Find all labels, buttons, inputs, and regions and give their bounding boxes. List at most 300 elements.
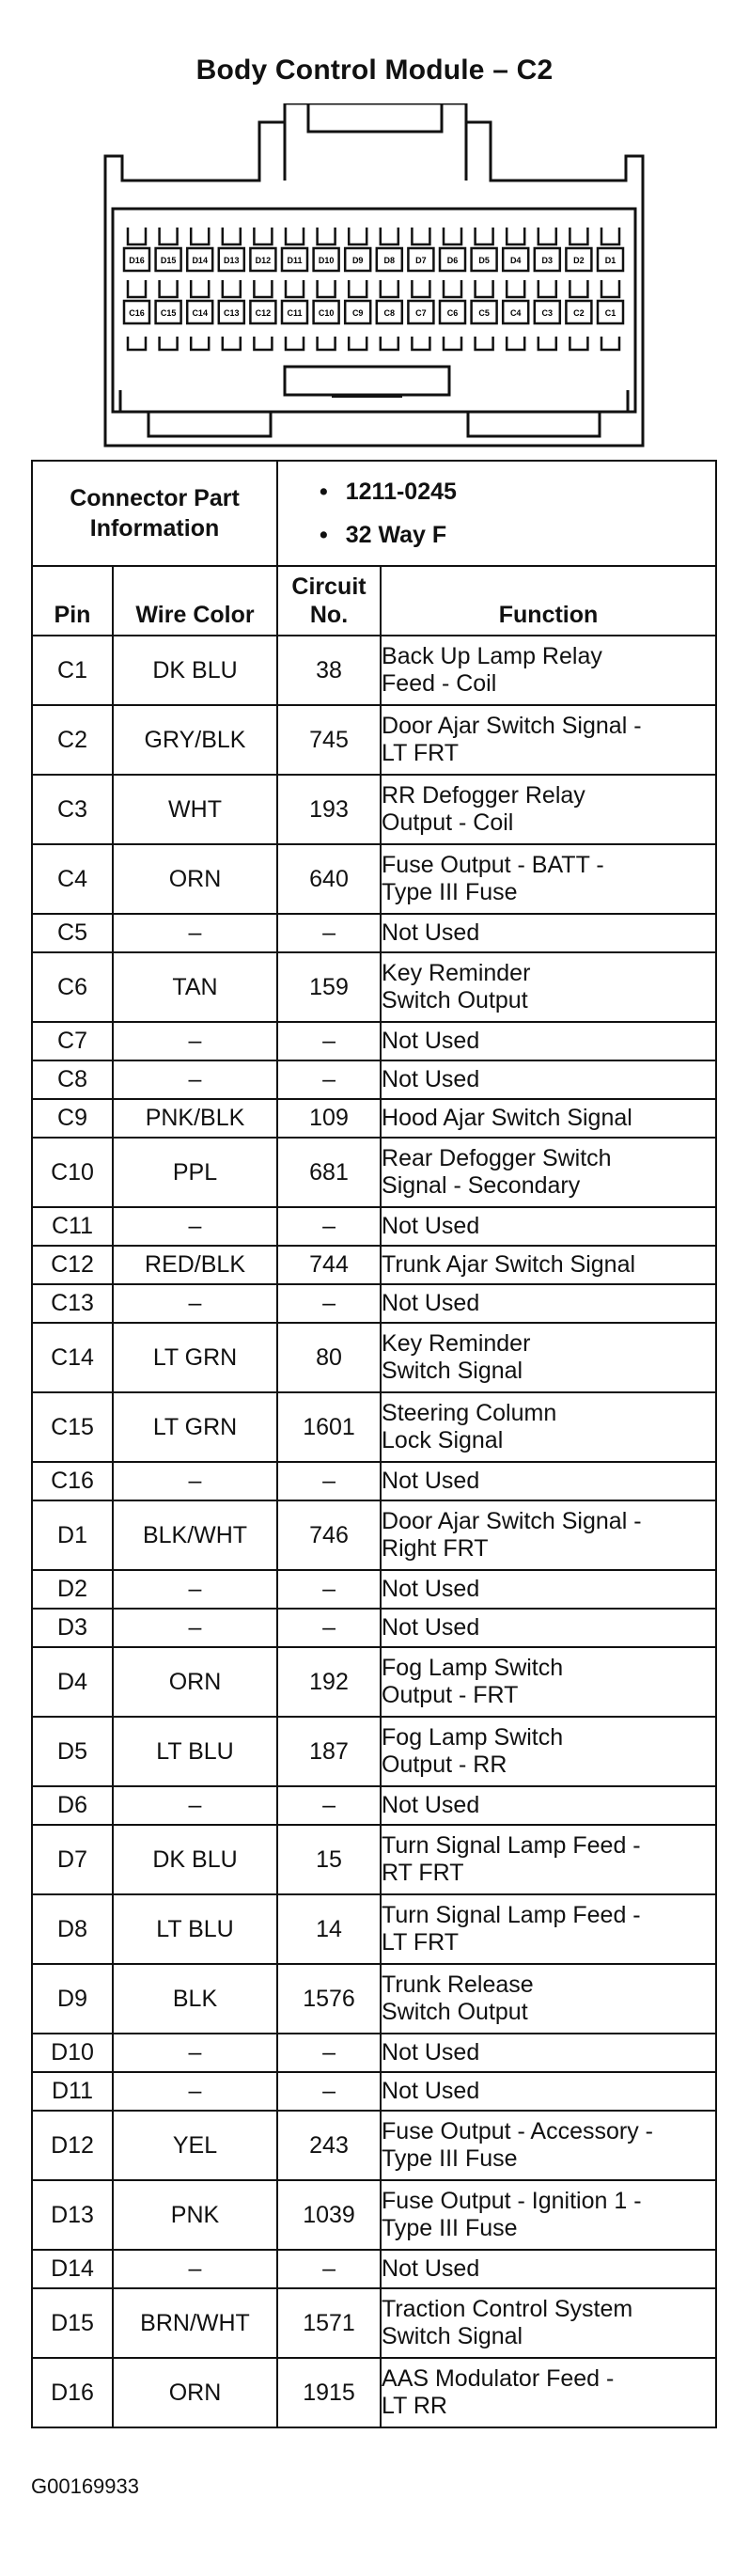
function-cell [381, 2288, 716, 2358]
function-line: Not Used [382, 1468, 480, 1494]
terminal-tab [223, 228, 241, 244]
pin-cell: C12 [32, 1246, 113, 1284]
pin-cell: D8 [32, 1894, 113, 1964]
terminal-tab [286, 337, 304, 350]
wire-color-cell: LT BLU [113, 1894, 277, 1964]
cavity-label: D11 [287, 256, 303, 265]
function-line: Fuse Output - Accessory - [382, 2118, 654, 2144]
function-line: Switch Signal [382, 1358, 523, 1384]
function-cell [381, 1284, 716, 1323]
terminal-tab [538, 280, 556, 297]
table-row [32, 1284, 716, 1323]
cavity-label: C5 [478, 308, 490, 318]
table-row [32, 2034, 716, 2072]
wire-color-cell: YEL [113, 2111, 277, 2180]
pin-cell: D1 [32, 1500, 113, 1570]
function-line: Rear Defogger Switch [382, 1145, 612, 1171]
figure-id: G00169933 [31, 2474, 139, 2498]
table-row [32, 775, 716, 844]
terminal-tab [160, 337, 178, 350]
circuit-cell: 193 [277, 775, 381, 844]
table-row [32, 1825, 716, 1894]
function-line: Feed - Coil [382, 670, 497, 697]
function-cell [381, 1138, 716, 1207]
terminal-tab [476, 337, 493, 350]
bullet: • [320, 479, 328, 505]
wire-color-cell: – [113, 1060, 277, 1099]
table-row [32, 844, 716, 914]
cavity-label: C15 [160, 308, 177, 318]
table-row [32, 2072, 716, 2111]
circuit-cell: 14 [277, 1894, 381, 1964]
table-row [32, 1647, 716, 1717]
wire-color-cell: – [113, 1570, 277, 1609]
cavity-label: D3 [541, 256, 554, 265]
terminal-tab [318, 228, 335, 244]
function-cell [381, 2180, 716, 2250]
pin-cell: D15 [32, 2288, 113, 2358]
terminal-tab [223, 280, 241, 297]
circuit-cell: 80 [277, 1323, 381, 1392]
function-cell [381, 1647, 716, 1717]
circuit-cell: – [277, 1022, 381, 1060]
function-line: Type III Fuse [382, 879, 518, 905]
col-header-circuit-line2: No. [309, 602, 349, 628]
wire-color-cell: – [113, 1022, 277, 1060]
table-row [32, 1609, 716, 1647]
terminal-tab [254, 280, 272, 297]
terminal-tab [128, 337, 146, 350]
function-line: Switch Output [382, 1999, 528, 2025]
terminal-tab [570, 337, 587, 350]
function-cell [381, 1462, 716, 1500]
terminal-tab [254, 337, 272, 350]
table-row [32, 1323, 716, 1392]
function-line: LT FRT [382, 740, 459, 766]
function-cell [381, 2111, 716, 2180]
header-row [32, 566, 716, 636]
circuit-cell: 243 [277, 2111, 381, 2180]
terminal-tab [160, 228, 178, 244]
terminal-tab [412, 337, 429, 350]
function-line: Not Used [382, 919, 480, 946]
wire-color-cell: BLK [113, 1964, 277, 2034]
function-line: Door Ajar Switch Signal - [382, 713, 642, 739]
col-header-pin: Pin [32, 566, 113, 636]
pin-cell: C3 [32, 775, 113, 844]
cavity-label: C9 [351, 308, 364, 318]
cavity-label: D8 [383, 256, 396, 265]
circuit-cell: 1915 [277, 2358, 381, 2427]
col-header-function: Function [381, 566, 716, 636]
function-line: Not Used [382, 2255, 480, 2282]
function-cell [381, 2072, 716, 2111]
terminal-tab [318, 337, 335, 350]
function-line: Right FRT [382, 1535, 489, 1562]
col-header-wire-color: Wire Color [113, 566, 277, 636]
function-cell [381, 1786, 716, 1825]
pinout-table [31, 460, 717, 2428]
connector-part-info-values [277, 461, 716, 566]
table-row [32, 914, 716, 952]
function-line: Steering Column [382, 1400, 557, 1426]
terminal-tab [507, 280, 524, 297]
function-cell [381, 2250, 716, 2288]
cavity-label: D2 [573, 256, 585, 265]
cavity-label: C6 [446, 308, 459, 318]
wire-color-cell: PNK [113, 2180, 277, 2250]
terminal-tab [476, 280, 493, 297]
pin-cell: D4 [32, 1647, 113, 1717]
wire-color-cell: DK BLU [113, 636, 277, 705]
pin-row-d [124, 228, 623, 271]
wire-color-cell: – [113, 2034, 277, 2072]
table-row [32, 1060, 716, 1099]
function-line: Signal - Secondary [382, 1172, 581, 1199]
circuit-cell: – [277, 1609, 381, 1647]
function-line: RT FRT [382, 1860, 464, 1886]
function-line: Not Used [382, 1028, 480, 1054]
wire-color-cell: – [113, 1462, 277, 1500]
function-line: Turn Signal Lamp Feed - [382, 1902, 641, 1928]
function-cell [381, 1323, 716, 1392]
connector-part-info-label [32, 461, 277, 566]
cavity-label: D9 [351, 256, 364, 265]
wire-color-cell: BLK/WHT [113, 1500, 277, 1570]
pin-cell: D16 [32, 2358, 113, 2427]
function-cell [381, 844, 716, 914]
wire-color-cell: – [113, 914, 277, 952]
function-line: Trunk Ajar Switch Signal [382, 1251, 636, 1278]
terminal-tab [476, 228, 493, 244]
table-row [32, 1894, 716, 1964]
wire-color-cell: – [113, 1207, 277, 1246]
terminal-tab [412, 228, 429, 244]
page-title: Body Control Module – C2 [195, 55, 554, 86]
function-cell [381, 1246, 716, 1284]
cavity-label: C16 [129, 308, 145, 318]
pin-cell: D13 [32, 2180, 113, 2250]
pin-cell: C15 [32, 1392, 113, 1462]
cavity-label: D7 [415, 256, 427, 265]
function-cell [381, 1964, 716, 2034]
table-row [32, 1500, 716, 1570]
terminal-tab [381, 280, 398, 297]
cavity-label: C10 [318, 308, 335, 318]
wire-color-cell: BRN/WHT [113, 2288, 277, 2358]
circuit-cell: 1601 [277, 1392, 381, 1462]
function-line: Not Used [382, 2078, 480, 2104]
pin-cell: C9 [32, 1099, 113, 1138]
function-line: LT FRT [382, 1929, 459, 1956]
terminal-tab [349, 280, 367, 297]
circuit-cell: – [277, 1284, 381, 1323]
wire-color-cell: PNK/BLK [113, 1099, 277, 1138]
function-cell [381, 952, 716, 1022]
terminal-tab [570, 228, 587, 244]
function-cell [381, 914, 716, 952]
circuit-cell: 38 [277, 636, 381, 705]
circuit-cell: 187 [277, 1717, 381, 1786]
function-line: Turn Signal Lamp Feed - [382, 1832, 641, 1859]
connector-part-info-text: Connector Part Information [70, 485, 240, 542]
cavity-label: C14 [192, 308, 208, 318]
cavity-label: D16 [129, 256, 145, 265]
terminal-tab [254, 228, 272, 244]
function-cell [381, 705, 716, 775]
table-row [32, 1207, 716, 1246]
function-cell [381, 1392, 716, 1462]
table-row [32, 1717, 716, 1786]
function-line: Switch Signal [382, 2323, 523, 2349]
circuit-cell: 159 [277, 952, 381, 1022]
function-line: Output - RR [382, 1751, 507, 1778]
cavity-label: D5 [478, 256, 490, 265]
cavity-label: D6 [446, 256, 459, 265]
connector-info-row [32, 461, 716, 566]
wire-color-cell: GRY/BLK [113, 705, 277, 775]
table-row [32, 2288, 716, 2358]
wire-color-cell: – [113, 2072, 277, 2111]
function-line: Not Used [382, 1290, 480, 1316]
circuit-cell: – [277, 1207, 381, 1246]
wire-color-cell: TAN [113, 952, 277, 1022]
cavity-label: D12 [255, 256, 272, 265]
col-header-circuit [277, 566, 381, 636]
pin-cell: C11 [32, 1207, 113, 1246]
table-row [32, 1099, 716, 1138]
connector-type: 32 Way F [345, 522, 447, 548]
circuit-cell: 1571 [277, 2288, 381, 2358]
cavity-label: C8 [383, 308, 396, 318]
terminal-tab [507, 337, 524, 350]
cavity-label: C1 [604, 308, 616, 318]
terminal-tab [444, 337, 461, 350]
function-cell [381, 1099, 716, 1138]
function-line: Switch Output [382, 987, 528, 1013]
terminal-tab [601, 280, 619, 297]
cavity-label: C12 [255, 308, 272, 318]
circuit-cell: 109 [277, 1099, 381, 1138]
terminal-tab [318, 280, 335, 297]
cavity-label: D13 [224, 256, 240, 265]
table-row [32, 1392, 716, 1462]
wire-color-cell: – [113, 1284, 277, 1323]
function-cell [381, 2034, 716, 2072]
circuit-cell: 746 [277, 1500, 381, 1570]
circuit-cell: – [277, 1570, 381, 1609]
table-row [32, 2180, 716, 2250]
pin-cell: D9 [32, 1964, 113, 2034]
terminal-tab [381, 337, 398, 350]
pin-cell: D3 [32, 1609, 113, 1647]
cavity-label: D1 [604, 256, 616, 265]
terminal-tab [444, 280, 461, 297]
function-line: Type III Fuse [382, 2215, 518, 2241]
terminal-tab [538, 337, 556, 350]
terminal-tab [601, 228, 619, 244]
function-cell [381, 1609, 716, 1647]
cavity-label: C7 [415, 308, 427, 318]
pin-cell: D2 [32, 1570, 113, 1609]
table-row [32, 1570, 716, 1609]
terminal-tab [191, 228, 209, 244]
wire-color-cell: – [113, 1786, 277, 1825]
pin-cell: D5 [32, 1717, 113, 1786]
circuit-cell: – [277, 1462, 381, 1500]
circuit-cell: 1039 [277, 2180, 381, 2250]
function-line: Output - Coil [382, 809, 514, 836]
pin-cell: C13 [32, 1284, 113, 1323]
wire-color-cell: DK BLU [113, 1825, 277, 1894]
pin-cell: C4 [32, 844, 113, 914]
circuit-cell: 681 [277, 1138, 381, 1207]
bullet: • [320, 522, 328, 548]
pin-cell: C14 [32, 1323, 113, 1392]
function-cell [381, 2358, 716, 2427]
function-line: Not Used [382, 1614, 480, 1641]
function-cell [381, 1570, 716, 1609]
function-line: LT RR [382, 2393, 447, 2419]
terminal-tab [191, 337, 209, 350]
function-cell [381, 1207, 716, 1246]
function-line: Fuse Output - BATT - [382, 852, 604, 878]
circuit-cell: – [277, 1786, 381, 1825]
function-line: Type III Fuse [382, 2145, 518, 2172]
function-line: Hood Ajar Switch Signal [382, 1105, 632, 1131]
part-number: 1211-0245 [345, 479, 457, 505]
terminal-tab [538, 228, 556, 244]
pin-cell: C5 [32, 914, 113, 952]
circuit-cell: 745 [277, 705, 381, 775]
wire-color-cell: ORN [113, 2358, 277, 2427]
table-row [32, 952, 716, 1022]
pin-cell: D11 [32, 2072, 113, 2111]
circuit-cell: – [277, 2250, 381, 2288]
circuit-cell: – [277, 1060, 381, 1099]
pin-cell: C8 [32, 1060, 113, 1099]
terminal-tab [381, 228, 398, 244]
col-header-circuit-line1: Circuit [291, 573, 367, 600]
function-line: Key Reminder [382, 960, 531, 986]
function-line: Door Ajar Switch Signal - [382, 1508, 642, 1534]
terminal-tab [349, 228, 367, 244]
pin-cell: C6 [32, 952, 113, 1022]
terminal-tab [286, 228, 304, 244]
function-line: Output - FRT [382, 1682, 519, 1708]
function-line: Fog Lamp Switch [382, 1655, 564, 1681]
pin-cell: C10 [32, 1138, 113, 1207]
circuit-cell: – [277, 2034, 381, 2072]
cavity-label: C4 [509, 308, 522, 318]
terminal-tab [444, 228, 461, 244]
cavity-label: D4 [509, 256, 522, 265]
function-cell [381, 775, 716, 844]
function-line: Key Reminder [382, 1330, 531, 1357]
connector-diagram [92, 103, 656, 453]
terminal-tab [128, 228, 146, 244]
wire-color-cell: ORN [113, 1647, 277, 1717]
wire-color-cell: LT GRN [113, 1323, 277, 1392]
function-line: Not Used [382, 1213, 480, 1239]
cavity-label: D10 [318, 256, 335, 265]
terminal-tab [570, 280, 587, 297]
function-cell [381, 1500, 716, 1570]
pin-cell: D10 [32, 2034, 113, 2072]
wire-color-cell: RED/BLK [113, 1246, 277, 1284]
terminal-tab [223, 337, 241, 350]
circuit-cell: 640 [277, 844, 381, 914]
cavity-label: C3 [541, 308, 554, 318]
terminal-tab [286, 280, 304, 297]
table-row [32, 1138, 716, 1207]
function-line: Not Used [382, 1792, 480, 1818]
function-line: Not Used [382, 2039, 480, 2066]
pin-cell: C16 [32, 1462, 113, 1500]
pin-cell: C1 [32, 636, 113, 705]
cavity-label: C11 [287, 308, 303, 318]
pin-cell: C7 [32, 1022, 113, 1060]
function-cell [381, 1894, 716, 1964]
pin-cell: D14 [32, 2250, 113, 2288]
function-cell [381, 1060, 716, 1099]
function-line: Not Used [382, 1066, 480, 1092]
table-row [32, 636, 716, 705]
function-line: Traction Control System [382, 2296, 633, 2322]
table-row [32, 1462, 716, 1500]
table-row [32, 2250, 716, 2288]
cavity-label: D14 [192, 256, 208, 265]
terminal-tab [601, 337, 619, 350]
pin-cell: C2 [32, 705, 113, 775]
function-line: RR Defogger Relay [382, 782, 585, 809]
cavity-label: D15 [160, 256, 177, 265]
circuit-cell: – [277, 2072, 381, 2111]
pin-cell: D12 [32, 2111, 113, 2180]
terminal-tab [349, 337, 367, 350]
wire-color-cell: LT GRN [113, 1392, 277, 1462]
pin-cell: D7 [32, 1825, 113, 1894]
table-row [32, 2358, 716, 2427]
function-line: Fog Lamp Switch [382, 1724, 564, 1751]
circuit-cell: 744 [277, 1246, 381, 1284]
function-cell [381, 1022, 716, 1060]
terminal-tab [507, 228, 524, 244]
wire-color-cell: WHT [113, 775, 277, 844]
terminal-tab [412, 280, 429, 297]
wire-color-cell: – [113, 1609, 277, 1647]
terminal-tab [191, 280, 209, 297]
function-line: Not Used [382, 1576, 480, 1602]
function-line: AAS Modulator Feed - [382, 2365, 615, 2392]
table-row [32, 1022, 716, 1060]
pin-cell: D6 [32, 1786, 113, 1825]
cavity-label: C13 [224, 308, 240, 318]
wire-color-cell: PPL [113, 1138, 277, 1207]
circuit-cell: – [277, 914, 381, 952]
pin-row-c [124, 280, 623, 350]
function-line: Lock Signal [382, 1427, 504, 1453]
function-line: Trunk Release [382, 1971, 534, 1998]
connector-type-line [320, 513, 715, 557]
cavity-label: C2 [573, 308, 585, 318]
wire-color-cell: LT BLU [113, 1717, 277, 1786]
table-row [32, 2111, 716, 2180]
circuit-cell: 15 [277, 1825, 381, 1894]
table-row [32, 1246, 716, 1284]
table-row [32, 1786, 716, 1825]
wire-color-cell: ORN [113, 844, 277, 914]
